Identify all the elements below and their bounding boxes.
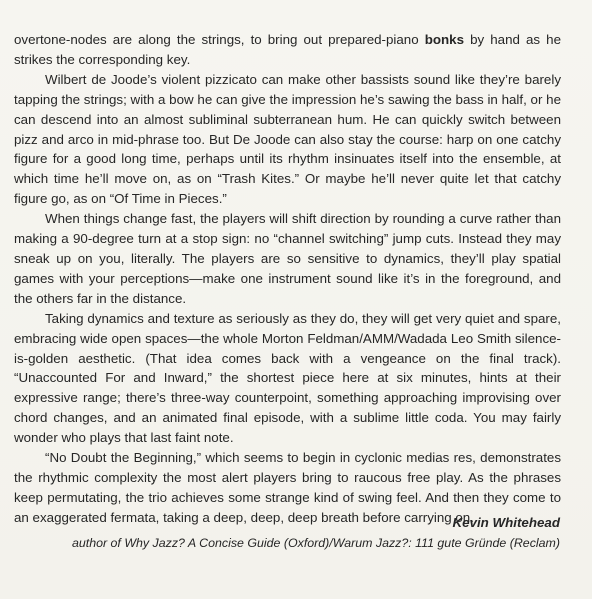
paragraph-5: “No Doubt the Beginning,” which seems to begin in cyclonic medias res, demonstrates the rhythmic complexity the most alert players bring to raucous free play. As the phrases keep permutating, the trio achieves some strange kind of swing feel. And then they come to an exaggerated fermata, taking a deep, deep, deep breath before carrying on. [14, 450, 561, 525]
paragraph-2: Wilbert de Joode’s violent pizzicato can make other bassists sound like they’re barely tapping the strings; with a bow he can give the impression he’s sawing the bass in half, or he can descend into an almost subliminal subterranean hum. He can quickly switch between pizz and arco in mid-phrase too. But De Joode can also stay the course: harp on one catchy figure for a good long time, perhaps until its rhythm insinuates itself into the ensemble, at which time he’ll move on, as on “Trash Kites.” Or maybe he’ll never quite let that catchy figure go, as on “Of Time in Pieces.” [14, 71, 561, 207]
paragraph-1-text-start: overtone-nodes are along the strings, to bring out prepared-piano [14, 32, 425, 47]
bold-term-bonks: bonks [424, 32, 464, 47]
paragraph-4: Taking dynamics and texture as seriously as they do, they will get very quiet and spare, embracing wide open spaces—the whole Morton Feldman/AMM/Wadada Leo Smith silence-is-golden aesthetic. (That idea comes back with a vengeance on the final track). “Unaccounted For and Inward,” the shortest piece here at six minutes, hints at their expressive range; there’s three-way counterpoint, something approaching improvising over chord changes, and an animated final episode, with a sublime little coda. You may fairly wonder who plays that last faint note. [14, 310, 561, 446]
paragraph-1-text-end: by hand as he strikes the corresponding key. [14, 32, 561, 67]
author-credit: author of Why Jazz? A Concise Guide (Oxford)/Warum Jazz?: 111 gute Gründe (Reclam) [71, 536, 560, 550]
paragraph-3: When things change fast, the players will shift direction by rounding a curve rather than making a 90-degree turn at a stop sign: no “channel switching” jump cuts. Instead they may sneak up on you, literally. The players are so sensitive to dynamics, they’ll play spatial games with your perceptions—make one instrument sound like it’s in the foreground, and the others far in the distance. [14, 211, 561, 306]
paragraph-1 [14, 30, 561, 70]
author-name: Kevin Whitehead [452, 515, 560, 530]
article-body [14, 30, 561, 528]
author-signature [72, 513, 560, 553]
